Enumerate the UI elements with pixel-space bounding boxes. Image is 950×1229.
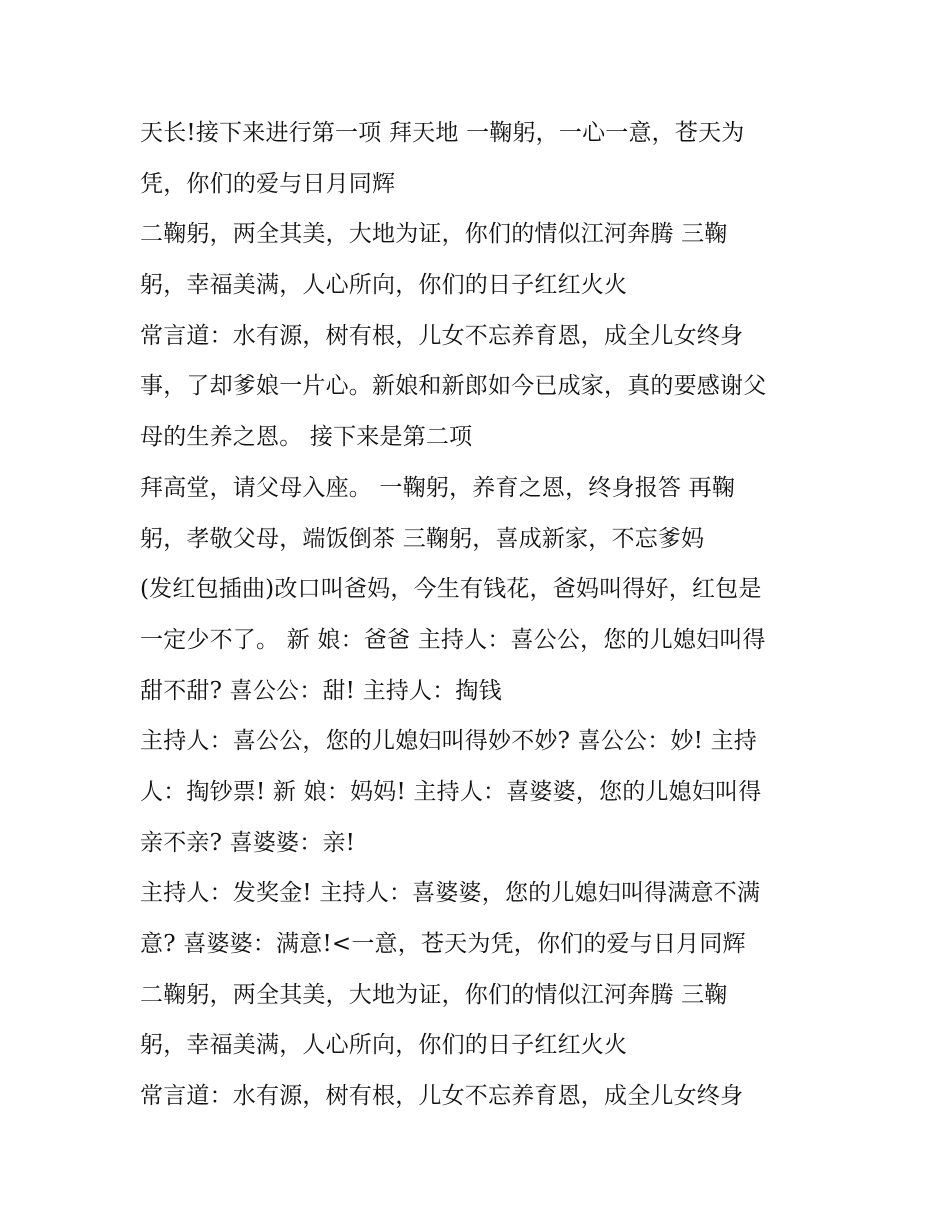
text-line-19: 躬，幸福美满，人心所向，你们的日子红红火火 bbox=[140, 1032, 628, 1059]
text-line-11: 一定少不了。 新 娘：爸爸 主持人：喜公公，您的儿媳妇叫得 bbox=[140, 626, 766, 653]
text-line-7: 母的生养之恩。 接下来是第二项 bbox=[140, 424, 473, 451]
text-line-3: 二鞠躬，两全其美，大地为证，你们的情似江河奔腾 三鞠 bbox=[140, 221, 728, 248]
text-line-10: (发红包插曲)改口叫爸妈，今生有钱花，爸妈叫得好，红包是 bbox=[140, 576, 762, 603]
text-line-13: 主持人：喜公公，您的儿媳妇叫得妙不妙? 喜公公：妙! 主持 bbox=[140, 728, 757, 755]
text-line-6: 事，了却爹娘一片心。新娘和新郎如今已成家，真的要感谢父 bbox=[140, 373, 767, 400]
text-line-4: 躬，幸福美满，人心所向，你们的日子红红火火 bbox=[140, 272, 628, 299]
text-line-9: 躬，孝敬父母，端饭倒茶 三鞠躬，喜成新家，不忘爹妈 bbox=[140, 525, 705, 552]
text-line-14: 人：掏钞票! 新 娘：妈妈! 主持人：喜婆婆，您的儿媳妇叫得 bbox=[140, 778, 762, 805]
text-line-15: 亲不亲? 喜婆婆：亲! bbox=[140, 829, 356, 856]
text-line-2: 凭，你们的爱与日月同辉 bbox=[140, 170, 396, 197]
text-line-17: 意? 喜婆婆：满意!<一意，苍天为凭，你们的爱与日月同辉 bbox=[140, 931, 746, 957]
text-line-18: 二鞠躬，两全其美，大地为证，你们的情似江河奔腾 三鞠 bbox=[140, 981, 728, 1008]
text-line-5: 常言道：水有源，树有根，儿女不忘养育恩，成全儿女终身 bbox=[140, 322, 744, 349]
document-body bbox=[140, 108, 830, 1122]
text-line-16: 主持人：发奖金! 主持人：喜婆婆，您的儿媳妇叫得满意不满 bbox=[140, 880, 761, 907]
text-line-8: 拜高堂，请父母入座。 一鞠躬，养育之恩，终身报答 再鞠 bbox=[140, 474, 736, 501]
text-line-12: 甜不甜? 喜公公：甜! 主持人：掏钱 bbox=[140, 677, 502, 704]
text-line-20: 常言道：水有源，树有根，儿女不忘养育恩，成全儿女终身 bbox=[140, 1083, 744, 1110]
text-line-1: 天长!接下来进行第一项 拜天地 一鞠躬，一心一意，苍天为 bbox=[140, 120, 745, 146]
